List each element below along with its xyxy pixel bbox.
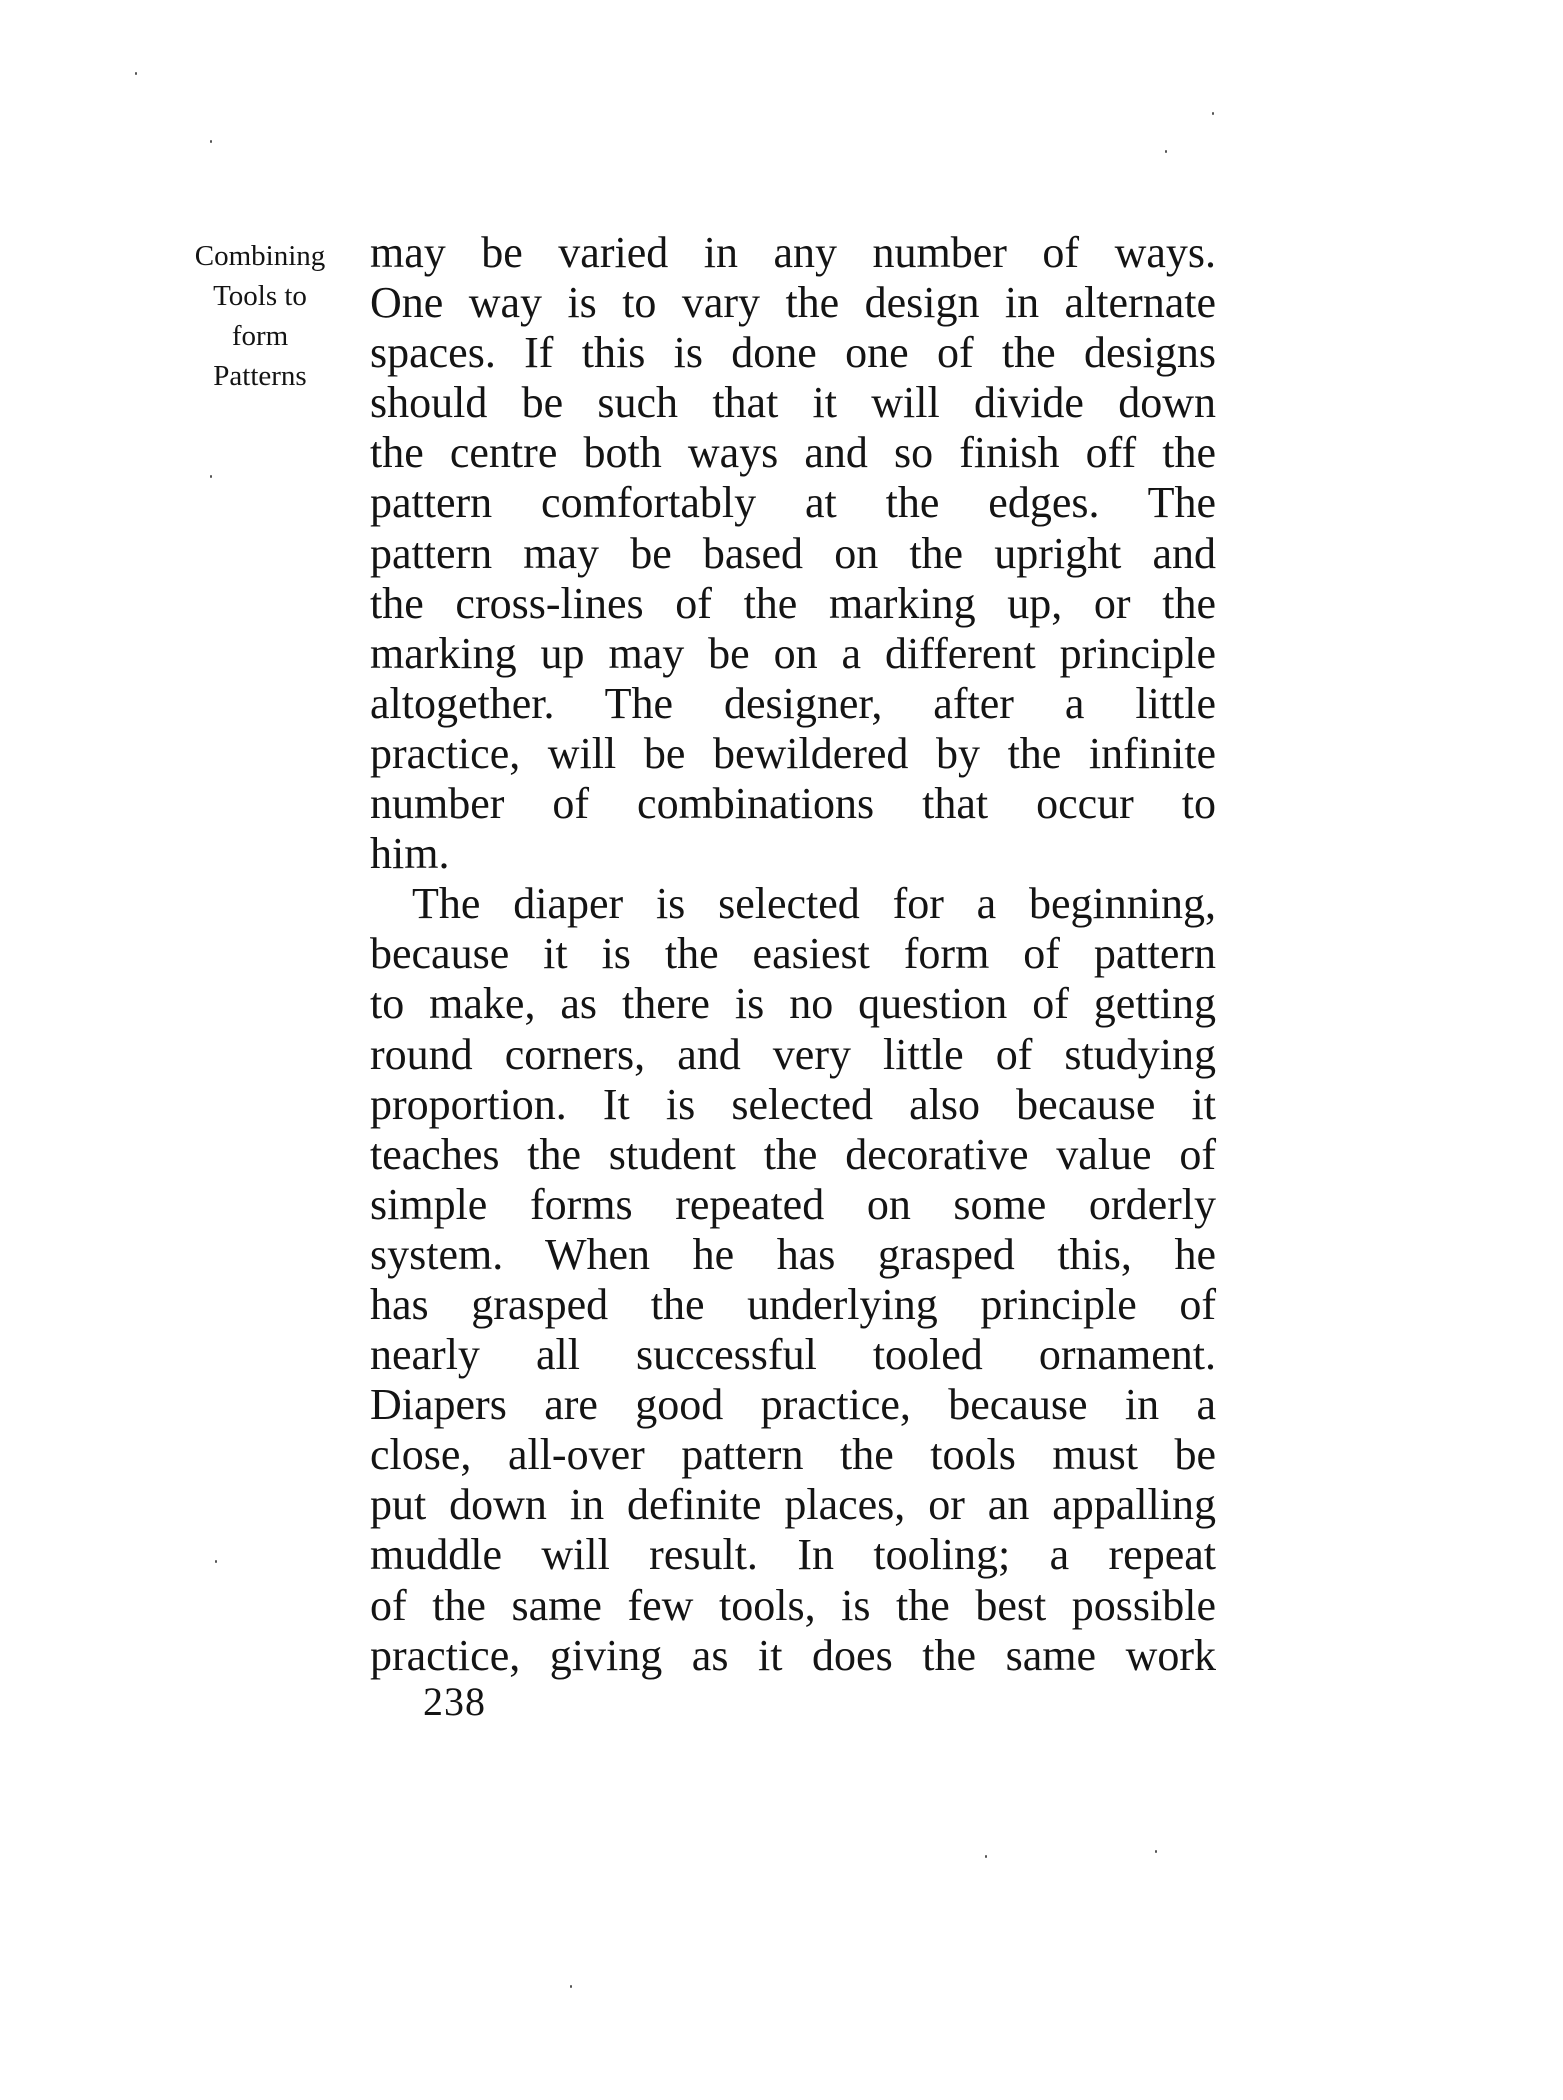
- margin-note: [160, 236, 360, 396]
- text-line: to make, as there is no question of getting: [370, 979, 1216, 1029]
- text-line: muddle will result. In tooling; a repeat: [370, 1530, 1216, 1580]
- scan-speck: [570, 1985, 572, 1988]
- text-line: pattern comfortably at the edges. The: [370, 478, 1216, 528]
- text-line: close, all-over pattern the tools must be: [370, 1430, 1216, 1480]
- scan-speck: [210, 475, 212, 478]
- text-line: pattern may be based on the upright and: [370, 528, 1216, 578]
- text-line: round corners, and very little of studying: [370, 1029, 1216, 1079]
- paragraph-2: [370, 879, 1216, 1681]
- text-line: simple forms repeated on some orderly: [370, 1179, 1216, 1229]
- scan-speck: [135, 72, 137, 75]
- text-line: altogether. The designer, after a little: [370, 678, 1216, 728]
- margin-note-line: Combining: [194, 240, 326, 272]
- text-line: spaces. If this is done one of the designs: [370, 328, 1216, 378]
- text-line: The diaper is selected for a beginning,: [412, 879, 1216, 929]
- margin-note-line: Patterns: [213, 360, 307, 392]
- text-line: the cross-lines of the marking up, or the: [370, 578, 1216, 628]
- text-line: practice, will be bewildered by the infinite: [370, 728, 1216, 778]
- text-line: nearly all successful tooled ornament.: [370, 1330, 1216, 1380]
- text-line: because it is the easiest form of pattern: [370, 929, 1216, 979]
- text-line: teaches the student the decorative value of: [370, 1129, 1216, 1179]
- text-line: may be varied in any number of ways.: [370, 228, 1216, 277]
- margin-note-line: Tools to: [213, 280, 307, 312]
- text-line: of the same few tools, is the best possible: [370, 1580, 1216, 1630]
- scan-speck: [210, 140, 212, 143]
- scan-speck: [1165, 150, 1167, 153]
- page-number: 238: [423, 1679, 486, 1724]
- scan-speck: [215, 1560, 217, 1563]
- text-line: should be such that it will divide down: [370, 378, 1216, 428]
- text-line: the centre both ways and so finish off the: [370, 428, 1216, 478]
- text-line: One way is to vary the design in alternate: [370, 278, 1216, 328]
- text-line: marking up may be on a different principle: [370, 628, 1216, 678]
- body-text: [370, 228, 1216, 1681]
- scan-speck: [1212, 112, 1214, 115]
- text-line: practice, giving as it does the same work: [370, 1630, 1216, 1680]
- text-line: proportion. It is selected also because it: [370, 1079, 1216, 1129]
- text-line: has grasped the underlying principle of: [370, 1279, 1216, 1329]
- paragraph-1: [370, 228, 1216, 879]
- text-line: system. When he has grasped this, he: [370, 1229, 1216, 1279]
- text-line: Diapers are good practice, because in a: [370, 1380, 1216, 1430]
- scan-speck: [985, 1855, 987, 1858]
- text-line: him.: [370, 829, 450, 879]
- text-line: number of combinations that occur to: [370, 779, 1216, 829]
- scan-speck: [1155, 1850, 1157, 1853]
- margin-note-line: form: [231, 320, 289, 352]
- text-line: put down in definite places, or an appalling: [370, 1480, 1216, 1530]
